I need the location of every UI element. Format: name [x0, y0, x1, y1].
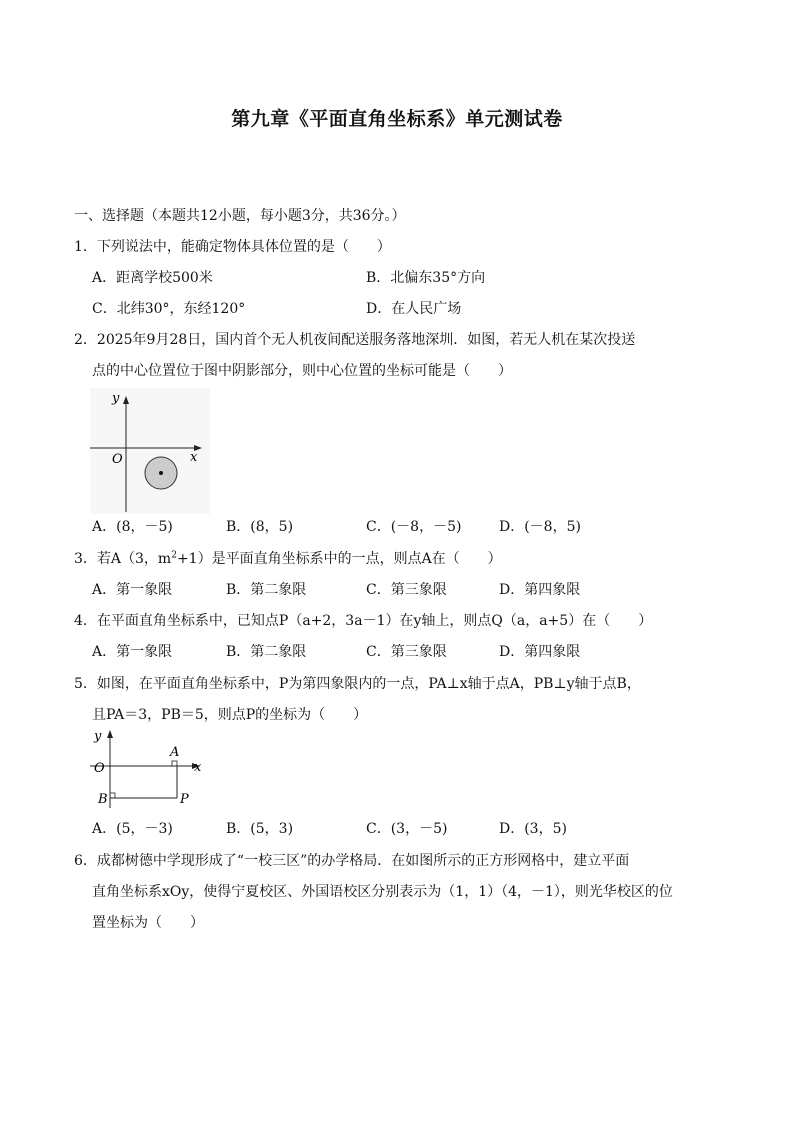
question-3-stem [74, 549, 502, 569]
q5-option-c: C．(3，－5) [366, 821, 448, 837]
q3-option-d: D．第四象限 [499, 582, 581, 598]
q2-option-d: D．(－8，5) [499, 519, 581, 535]
q1-option-a: A．距离学校500米 [92, 270, 213, 286]
q5-y-arrow [107, 730, 113, 738]
q3-option-c: C．第三象限 [366, 582, 447, 598]
q1-option-d: D．在人民广场 [366, 301, 462, 317]
question-2-stem-line2: 点的中心位置位于图中阴影部分，则中心位置的坐标可能是（ ） [92, 363, 512, 379]
q5-origin-label: O [94, 761, 105, 776]
q2-center-dot [159, 471, 163, 475]
question-2-stem-line1: 2．2025年9月28日，国内首个无人机夜间配送服务落地深圳．如图，若无人机在某次投送 [74, 332, 636, 348]
section-heading: 一、选择题（本题共12小题，每小题3分，共36分。） [74, 208, 406, 224]
q2-origin-label: O [112, 452, 123, 467]
question-1-stem: 1．下列说法中，能确定物体具体位置的是（ ） [74, 239, 391, 255]
q3-stem-sup: 2 [171, 550, 177, 561]
q2-x-label: x [190, 450, 198, 465]
question-5-stem-line2: 且PA＝3，PB＝5，则点P的坐标为（ ） [92, 707, 368, 723]
q3-option-b: B．第二象限 [226, 582, 307, 598]
q5-option-a: A．(5，－3) [92, 821, 173, 837]
q4-option-c: C．第三象限 [366, 644, 447, 660]
q5-p-label: P [180, 792, 189, 807]
q2-option-b: B．(8，5) [226, 519, 294, 535]
question-6-stem-line1: 6．成都树德中学现形成了“一校三区”的办学格局．在如图所示的正方形网格中，建立平面 [74, 853, 630, 869]
q4-option-a: A．第一象限 [92, 644, 173, 660]
q2-option-a: A．(8，－5) [92, 519, 173, 535]
q5-b-label: B [98, 792, 108, 807]
q5-right-angle-b [110, 793, 115, 798]
q5-right-angle-a [172, 761, 177, 766]
q1-option-b: B．北偏东35°方向 [366, 270, 486, 286]
page-title: 第九章《平面直角坐标系》单元测试卷 [231, 108, 563, 130]
q5-a-label: A [170, 745, 180, 760]
q1-option-c: C．北纬30°，东经120° [92, 301, 246, 317]
q3-stem-post: +1）是平面直角坐标系中的一点，则点A在（ ） [176, 551, 502, 567]
q3-option-a: A．第一象限 [92, 582, 173, 598]
q2-y-label: y [112, 391, 120, 406]
q4-option-d: D．第四象限 [499, 644, 581, 660]
q4-option-b: B．第二象限 [226, 644, 307, 660]
q2-figure [90, 388, 210, 514]
question-6-stem-line2: 直角坐标系xOy，使得宁夏校区、外国语校区分别表示为（1，1）（4，－1），则光华校区的位 [92, 884, 673, 900]
question-5-stem-line1: 5．如图，在平面直角坐标系中，P为第四象限内的一点，PA⊥x轴于点A，PB⊥y轴于点B， [74, 676, 641, 692]
question-4-stem: 4．在平面直角坐标系中，已知点P（a+2，3a－1）在y轴上，则点Q（a，a+5）在（ ） [74, 613, 653, 629]
q5-option-b: B．(5，3) [226, 821, 294, 837]
question-6-stem-line3: 置坐标为（ ） [92, 915, 204, 931]
q5-figure [90, 726, 210, 810]
q5-option-d: D．(3，5) [499, 821, 567, 837]
q3-stem-pre: 3．若A（3，m [74, 551, 172, 567]
q5-y-label: y [94, 729, 102, 744]
q5-x-label: x [194, 760, 202, 775]
q2-option-c: C．(－8，－5) [366, 519, 462, 535]
